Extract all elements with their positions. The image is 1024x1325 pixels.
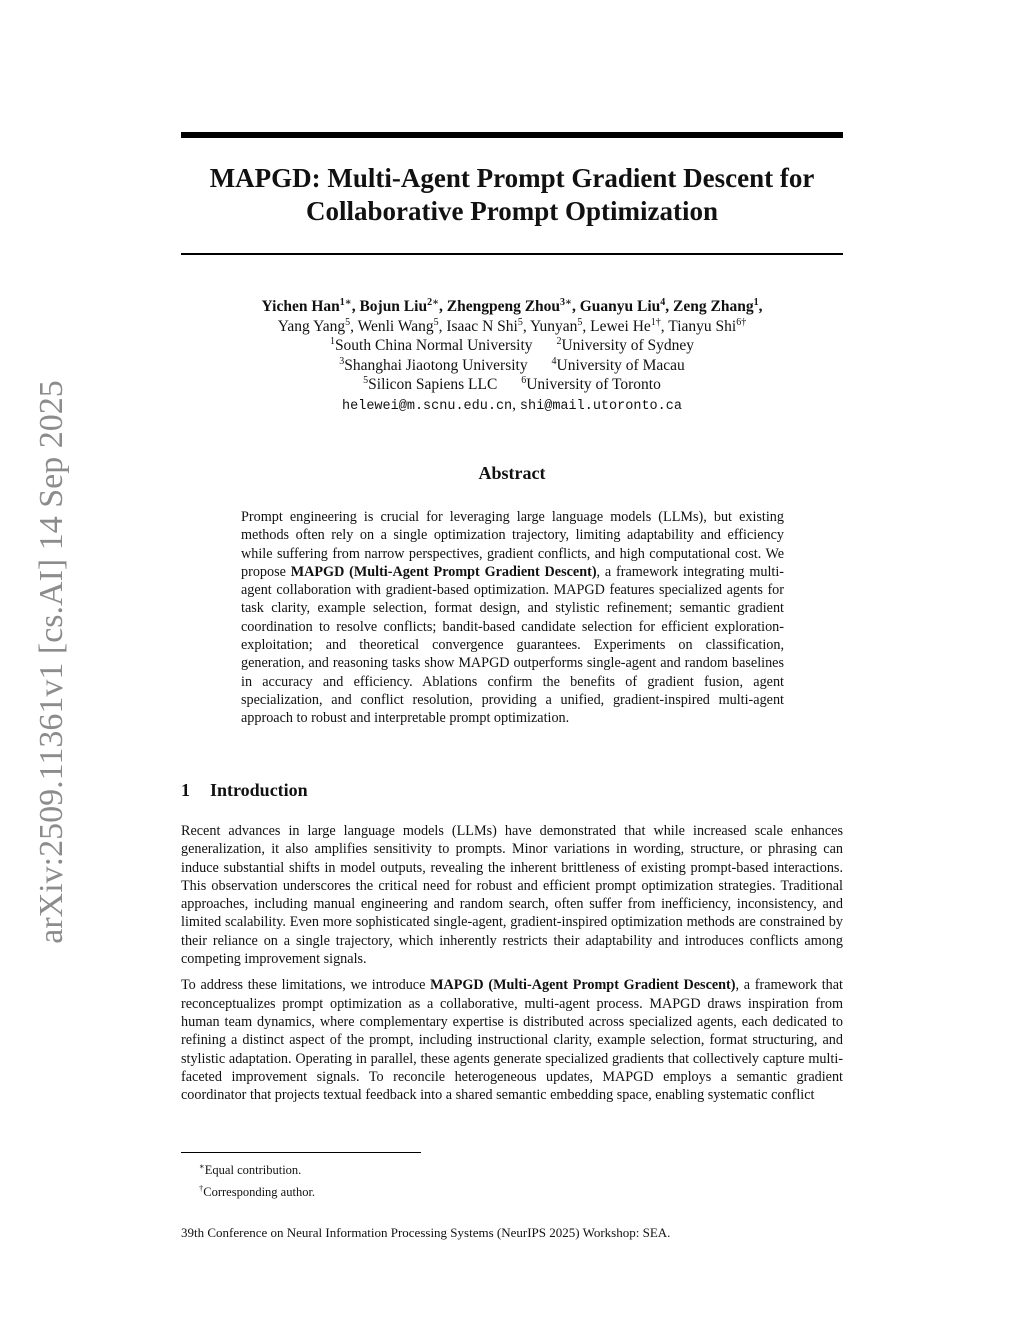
author-name: Bojun Liu bbox=[359, 298, 428, 315]
author-name: Yunyan bbox=[530, 317, 578, 335]
paper-title bbox=[181, 162, 843, 228]
email-link[interactable]: shi@mail.utoronto.ca bbox=[519, 398, 682, 414]
author-name: Zeng Zhang bbox=[673, 298, 754, 315]
author-name: Isaac N Shi bbox=[446, 317, 518, 335]
title-line-2: Collaborative Prompt Optimization bbox=[306, 196, 718, 226]
email-line: helewei@m.scnu.edu.cn, shi@mail.utoronto.ca bbox=[342, 395, 682, 414]
email-link[interactable]: helewei@m.scnu.edu.cn bbox=[342, 398, 513, 414]
title-line-1: MAPGD: Multi-Agent Prompt Gradient Descent for bbox=[209, 163, 815, 193]
footnote: ∗Equal contribution. bbox=[199, 1161, 302, 1178]
title-bottom-rule bbox=[181, 253, 843, 255]
author-name: Guanyu Liu bbox=[579, 298, 661, 315]
author-line-2: Yang Yang$^5$, Wenli Wang$^5$, Isaac N Shi$^5$, Yunyan$^5$, Lewei $He^{1\dagger}$, Tianyu Shi$^{6\dagger}$ bbox=[277, 316, 747, 335]
affiliation: $^6$University of Toronto bbox=[521, 374, 661, 393]
affiliation: $^1$South China Normal University bbox=[329, 335, 533, 354]
title-top-rule bbox=[181, 132, 843, 138]
paragraph: To address these limitations, we introduce MAPGD (Multi-Agent Prompt Gradient Descent), a framework that reconceptualizes prompt optimization as a collaborative, multi-agent process. MAPGD draws inspiration from human team dynamics, where complementary expertise is distributed across specialized agents, each dedicated to refining a distinct aspect of the prompt, including instructional clarity, example selection, format structuring, and stylistic adaptation. Operating in parallel, these agents generate specialized gradients that collectively capture multi-faceted improvement signals. To reconcile heterogeneous updates, MAPGD employs a semantic gradient coordinator that projects textual feedback into a shared semantic embedding space, enabling systematic conflict bbox=[181, 977, 844, 1104]
author-name: Tianyu Shi bbox=[668, 317, 737, 335]
author-line-1: Yichen Han$^{1∗}$, Bojun Liu$^{2∗}$, Zhengpeng Zhou$^{3∗}$, Guanyu Liu$^4$, Zeng Zhang$^1$, bbox=[261, 296, 763, 315]
affiliation: $^3$Shanghai Jiaotong University bbox=[339, 355, 528, 374]
affiliation-line bbox=[181, 375, 843, 395]
footnote-rule bbox=[181, 1152, 421, 1153]
introduction-body bbox=[181, 822, 843, 1112]
affiliation-line bbox=[181, 336, 843, 356]
abstract-heading: Abstract bbox=[478, 463, 546, 483]
author-block bbox=[181, 297, 843, 416]
footnote: †Corresponding author. bbox=[199, 1183, 316, 1200]
affiliation: $^2$University of Sydney bbox=[556, 335, 695, 354]
abstract-text: Prompt engineering is crucial for leveraging large language models (LLMs), but existing methods often rely on a single optimization trajectory, limiting adaptability and efficiency while suffering from narrow perspectives, gradient conflicts, and high computational cost. We propose MAPGD (Multi-Agent Prompt Gradient Descent), a framework integrating multi-agent collaboration with gradient-based optimization. MAPGD features specialized agents for task clarity, example selection, format design, and stylistic refinement; semantic gradient coordination to resolve conflicts; bandit-based candidate selection for efficient exploration-exploitation; and theoretical convergence guarantees. Experiments on classification, generation, and reasoning tasks show MAPGD outperforms single-agent and random baselines in accuracy and efficiency. Ablations confirm the benefits of gradient fusion, agent specialization, and conflict resolution, providing a unified, gradient-inspired multi-agent approach to robust and interpretable prompt optimization. bbox=[241, 509, 784, 727]
footnotes bbox=[199, 1157, 315, 1201]
affiliation-line bbox=[181, 356, 843, 376]
author-name: Lewei He bbox=[590, 317, 651, 335]
author-name: Wenli Wang bbox=[357, 317, 434, 335]
arxiv-identifier: arXiv:2509.11361v1 [cs.AI] 14 Sep 2025 bbox=[33, 380, 70, 944]
paragraph: Recent advances in large language models (LLMs) have demonstrated that while increased scale enhances generalization, it also amplifies sensitivity to prompts. Minor variations in wording, structure, or phrasing can induce substantial shifts in model outputs, revealing the inherent brittleness of existing prompt-based interactions. This observation underscores the critical need for robust and efficient prompt optimization strategies. Traditional approaches, including manual engineering and random search, often suffer from inefficiency, inconsistency, and limited scalability. Even more sophisticated single-agent, gradient-inspired optimization methods are constrained by their reliance on a single trajectory, which inherently restricts their adaptability and introduces conflicts among competing improvement signals. bbox=[181, 823, 843, 968]
venue-footer: 39th Conference on Neural Information Processing Systems (NeurIPS 2025) Workshop: SEA. bbox=[181, 1225, 671, 1240]
affiliation: $^4$University of Macau bbox=[551, 355, 685, 374]
author-name: Yang Yang bbox=[277, 317, 346, 335]
author-name: Zhengpeng Zhou bbox=[446, 298, 561, 315]
section-heading: 1 Introduction bbox=[181, 780, 308, 800]
author-name: Yichen Han bbox=[261, 298, 340, 315]
affiliation: $^5$Silicon Sapiens LLC bbox=[363, 374, 498, 393]
